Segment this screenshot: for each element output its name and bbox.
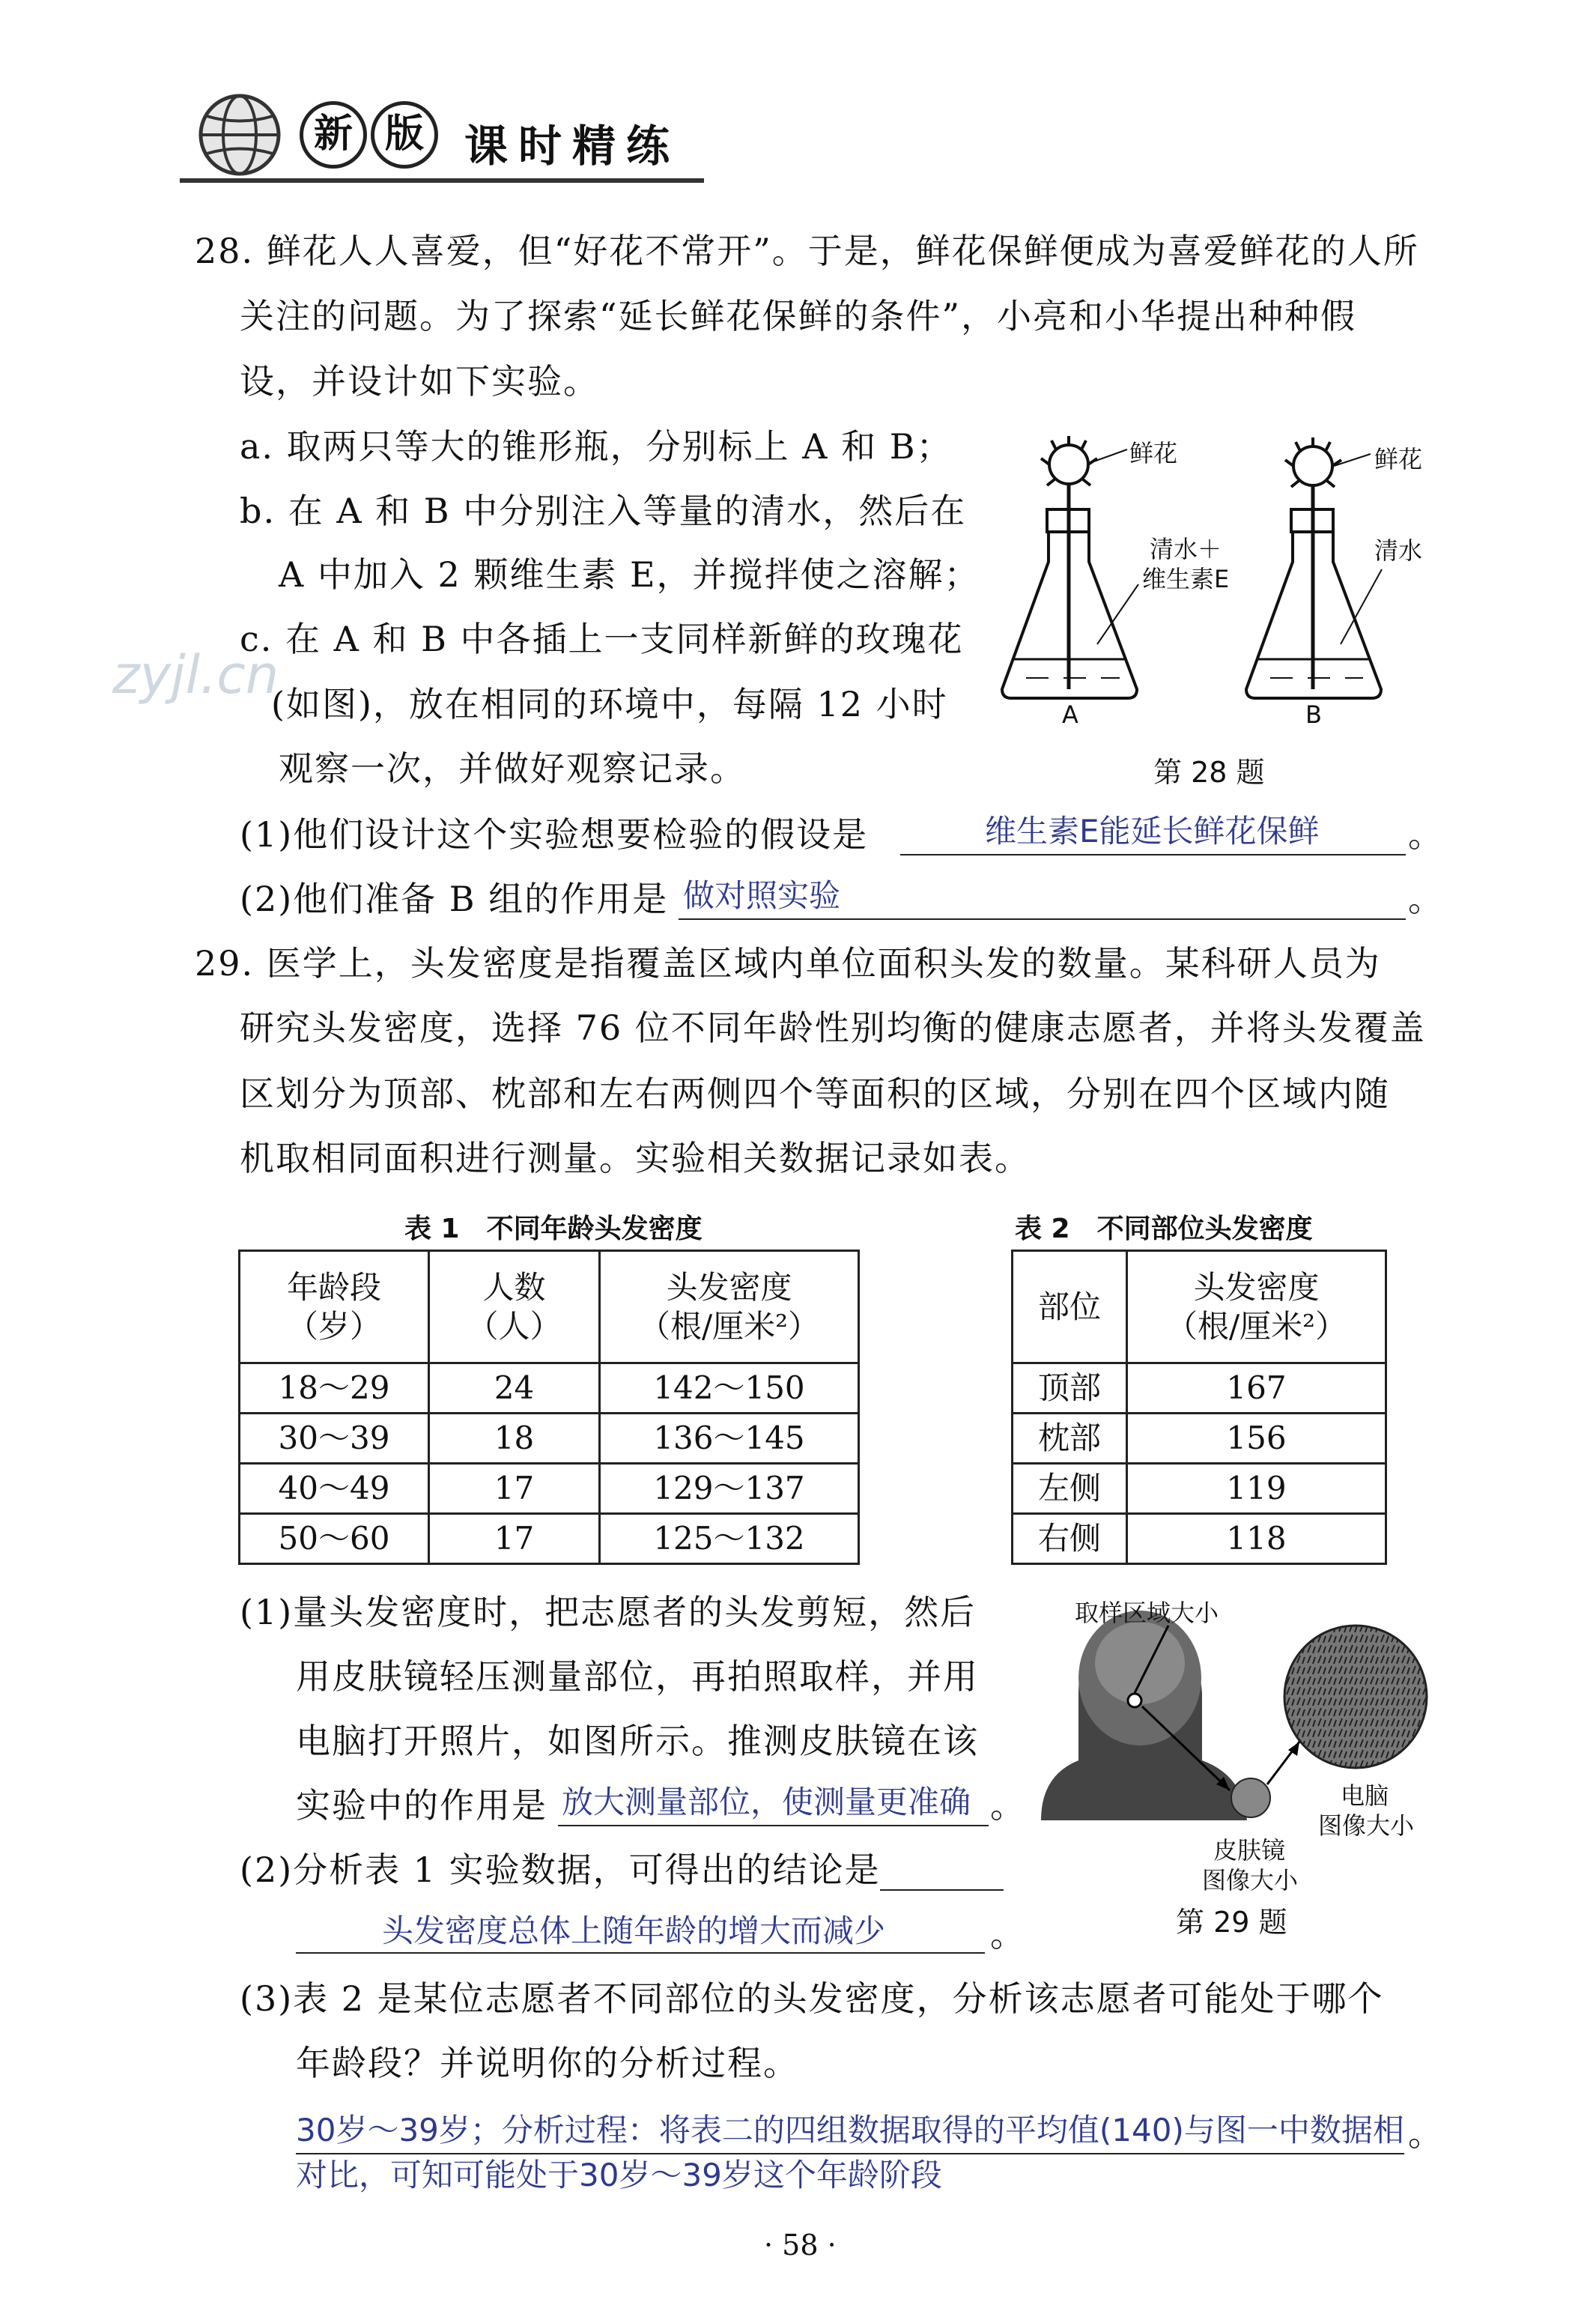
- label-flask-b: B: [1305, 700, 1322, 729]
- q28-sub2-answer: 做对照实验: [683, 877, 841, 914]
- page-number: · 58 ·: [764, 2229, 837, 2262]
- q28-step-b: b. 在 A 和 B 中分别注入等量的清水，然后在: [240, 491, 967, 531]
- q29-sub3-answer-1: 30岁～39岁；分析过程：将表二的四组数据取得的平均值(140)与图一中数据相: [296, 2112, 1404, 2148]
- label-flower-b: 鲜花: [1374, 445, 1423, 473]
- flask-a: [1002, 436, 1138, 698]
- header-badge-edition: 版: [371, 101, 438, 169]
- table2-title: 表 2 不同部位头发密度: [1015, 1214, 1313, 1244]
- q28-step-c2: (如图)，放在相同的环境中，每隔 12 小时: [271, 684, 948, 724]
- q28-sub1-blank: [900, 854, 1406, 855]
- q28-step-b2: A 中加入 2 颗维生素 E，并搅拌使之溶解；: [279, 554, 980, 595]
- table1-header-age: 年龄段 （岁）: [240, 1251, 429, 1363]
- label-water-b: 清水: [1374, 536, 1423, 565]
- q28-step-c: c. 在 A 和 B 中各插上一支同样新鲜的玫瑰花: [240, 619, 964, 659]
- q29-sub2-answer: 头发密度总体上随年龄的增大而减少: [382, 1912, 886, 1949]
- q29-sub2-end: 。: [990, 1914, 1026, 1954]
- q29-sub3-line-2: 年龄段？并说明你的分析过程。: [296, 2043, 799, 2083]
- q28-sub2-end: 。: [1408, 879, 1444, 919]
- q29-sub1-line-1: (1)量头发密度时，把志愿者的头发剪短，然后: [240, 1592, 977, 1632]
- header-title: 课时精练: [464, 121, 681, 172]
- q29-sub1-line-3: 电脑打开照片，如图所示。推测皮肤镜在该: [296, 1721, 979, 1761]
- table-row: 30～39 18 136～145: [240, 1414, 859, 1464]
- label-dermoscope-1: 皮肤镜: [1213, 1836, 1286, 1865]
- q29-sub1-answer: 放大测量部位，使测量更准确: [562, 1784, 971, 1820]
- q28-sub1-prompt: (1)他们设计这个实验想要检验的假设是: [240, 814, 869, 855]
- q28-step-a: a. 取两只等大的锥形瓶，分别标上 A 和 B；: [240, 426, 953, 467]
- label-dermoscope-2: 图像大小: [1202, 1866, 1299, 1894]
- label-water-vitamin-1: 清水＋: [1150, 535, 1222, 563]
- q29-line-1: 29. 医学上，头发密度是指覆盖区域内单位面积头发的数量。某科研人员为: [195, 943, 1381, 984]
- q29-figure: [1034, 1581, 1453, 1939]
- q29-line-2: 研究头发密度，选择 76 位不同年龄性别均衡的健康志愿者，并将头发覆盖: [240, 1008, 1426, 1048]
- q29-sub2-blank-a: [880, 1889, 1004, 1891]
- q29-sub3-line-1: (3)表 2 是某位志愿者不同部位的头发密度，分析该志愿者可能处于哪个: [240, 1978, 1384, 2019]
- table-row: 50～60 17 125～132: [240, 1514, 859, 1564]
- q29-line-3: 区划分为顶部、枕部和左右两侧四个等面积的区域，分别在四个区域内随: [240, 1073, 1390, 1114]
- table-row: 18～29 24 142～150: [240, 1363, 859, 1414]
- watermark: zyjl.cn: [112, 644, 279, 706]
- computer-image: [1284, 1626, 1427, 1768]
- head-silhouette: [1041, 1611, 1247, 1820]
- page-header: [180, 60, 711, 187]
- q28-sub1-end: 。: [1408, 814, 1444, 855]
- q29-sub1-prompt: 实验中的作用是: [296, 1785, 547, 1826]
- header-rule: [180, 178, 704, 183]
- q28-sub2-blank: [679, 918, 1406, 920]
- q29-sub1-blank: [558, 1825, 989, 1826]
- label-computer-1: 电脑: [1341, 1781, 1389, 1810]
- table2-header-part: 部位: [1013, 1251, 1127, 1363]
- header-badge-new: 新: [300, 101, 367, 169]
- table-row: 右侧 118: [1013, 1514, 1386, 1564]
- q28-step-c3: 观察一次，并做好观察记录。: [279, 748, 746, 789]
- table2: [1011, 1250, 1387, 1565]
- q29-figure-caption: 第 29 题: [1176, 1906, 1287, 1939]
- q28-line-1: 28. 鲜花人人喜爱，但“好花不常开”。于是，鲜花保鲜便成为喜爱鲜花的人所: [195, 231, 1419, 271]
- q29-line-4: 机取相同面积进行测量。实验相关数据记录如表。: [240, 1138, 1031, 1178]
- q29-sub1-end: 。: [990, 1785, 1026, 1826]
- table-row: 顶部 167: [1013, 1363, 1386, 1414]
- q29-sub3-end: 。: [1408, 2113, 1444, 2154]
- sampling-area-marker: [1128, 1694, 1141, 1707]
- q28-line-2: 关注的问题。为了探索“延长鲜花保鲜的条件”，小亮和小华提出种种假: [240, 296, 1357, 336]
- q28-figure: [989, 420, 1468, 794]
- label-flask-a: A: [1062, 700, 1078, 729]
- dermoscope-image: [1231, 1778, 1270, 1817]
- table1-title: 表 1 不同年龄头发密度: [404, 1214, 703, 1244]
- table-row: 枕部 156: [1013, 1414, 1386, 1464]
- label-computer-2: 图像大小: [1318, 1811, 1415, 1840]
- table-row: 40～49 17 129～137: [240, 1464, 859, 1514]
- table1: [238, 1250, 860, 1565]
- q28-line-3: 设，并设计如下实验。: [240, 361, 599, 402]
- table1-header-density: 头发密度 （根/厘米²）: [600, 1251, 859, 1363]
- q28-figure-caption: 第 28 题: [1153, 756, 1265, 789]
- label-sampling-area: 取样区域大小: [1075, 1599, 1219, 1627]
- q28-sub1-answer: 维生素E能延长鲜花保鲜: [985, 813, 1320, 849]
- table1-header-count: 人数 （人）: [429, 1251, 600, 1363]
- table2-header-density: 头发密度 （根/厘米²）: [1127, 1251, 1386, 1363]
- q29-sub1-line-2: 用皮肤镜轻压测量部位，再拍照取样，并用: [296, 1656, 979, 1697]
- q29-sub3-answer-2: 对比，可知可能处于30岁～39岁这个年龄阶段: [296, 2157, 942, 2193]
- globe-icon: [195, 90, 285, 180]
- flask-b: [1246, 437, 1382, 698]
- q28-sub2-prompt: (2)他们准备 B 组的作用是: [240, 879, 669, 919]
- label-water-vitamin-2: 维生素E: [1142, 565, 1230, 593]
- label-flower-a: 鲜花: [1129, 439, 1178, 467]
- table-row: 左侧 119: [1013, 1464, 1386, 1514]
- q29-sub2-prompt: (2)分析表 1 实验数据，可得出的结论是: [240, 1850, 881, 1890]
